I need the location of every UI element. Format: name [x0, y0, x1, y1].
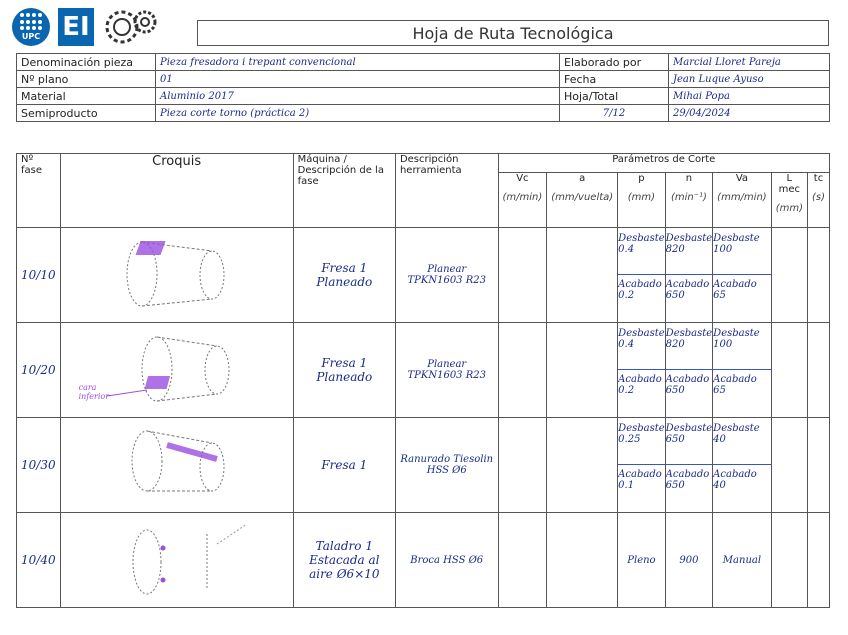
machine-description: Taladro 1 Estacada al aire Ø6×10	[293, 513, 395, 608]
p-cell: Pleno	[618, 513, 666, 608]
header-n: n (min⁻¹)	[665, 173, 713, 228]
header-a: a (mm/vuelta)	[547, 173, 618, 228]
value: 29/04/2024	[669, 105, 830, 122]
p-cell: Desbaste 0.25 Acabado 0.1	[618, 418, 666, 513]
label: Hoja/Total	[560, 88, 669, 105]
tool-description: Planear TPKN1603 R23	[395, 323, 498, 418]
header-croquis: Croquis	[60, 154, 293, 228]
value: Aluminio 2017	[156, 88, 560, 105]
label: Semiproducto	[17, 105, 156, 122]
label: Fecha	[560, 71, 669, 88]
vc-cell	[498, 323, 547, 418]
va-cell: Desbaste 40 Acabado 40	[713, 418, 772, 513]
a-cell	[547, 418, 618, 513]
va-cell: Manual	[713, 513, 772, 608]
tool-description: Broca HSS Ø6	[395, 513, 498, 608]
header-herramienta: Descripción herramienta	[395, 154, 498, 228]
lmec-cell	[771, 513, 807, 608]
value: Mihai Popa	[669, 88, 830, 105]
ei-logo: EI	[58, 8, 94, 46]
part-sketch-icon	[67, 419, 287, 509]
header-va: Va (mm/min)	[713, 173, 772, 228]
fase-number: 10/40	[17, 513, 61, 608]
vc-cell	[498, 228, 547, 323]
header-params: Parámetros de Corte	[498, 154, 830, 173]
tc-cell	[807, 228, 829, 323]
tool-description: Ranurado Tiesolin HSS Ø6	[395, 418, 498, 513]
info-row	[17, 71, 830, 88]
value: Pieza fresadora i trepant convencional	[156, 54, 560, 71]
gear-logo-icon	[102, 7, 162, 47]
part-sketch-icon	[67, 229, 287, 319]
sketch-note: cara inferior	[78, 383, 110, 401]
sketch	[60, 228, 293, 323]
tc-cell	[807, 323, 829, 418]
lmec-cell	[771, 228, 807, 323]
label: Nº plano	[17, 71, 156, 88]
va-cell: Desbaste 100 Acabado 65	[713, 228, 772, 323]
info-table	[16, 53, 830, 122]
header-p: p (mm)	[618, 173, 666, 228]
lmec-cell	[771, 323, 807, 418]
value: 7/12	[560, 105, 669, 122]
n-cell: Desbaste 820 Acabado 650	[665, 228, 713, 323]
vc-cell	[498, 418, 547, 513]
header-row	[17, 154, 830, 173]
upc-logo: UPC	[12, 8, 50, 46]
n-cell: Desbaste 820 Acabado 650	[665, 323, 713, 418]
n-cell: 900	[665, 513, 713, 608]
info-row	[17, 54, 830, 71]
label: Denominación pieza	[17, 54, 156, 71]
value: Jean Luque Ayuso	[669, 71, 830, 88]
label: Material	[17, 88, 156, 105]
a-cell	[547, 228, 618, 323]
value: Marcial Lloret Pareja	[669, 54, 830, 71]
value: Pieza corte torno (práctica 2)	[156, 105, 560, 122]
table-row	[17, 513, 830, 608]
tc-cell	[807, 513, 829, 608]
page-title: Hoja de Ruta Tecnológica	[197, 20, 829, 46]
label: Elaborado por	[560, 54, 669, 71]
a-cell	[547, 513, 618, 608]
va-cell: Desbaste 100 Acabado 65	[713, 323, 772, 418]
value: 01	[156, 71, 560, 88]
header-vc: Vc (m/min)	[498, 173, 547, 228]
lmec-cell	[771, 418, 807, 513]
info-row	[17, 88, 830, 105]
p-cell: Desbaste 0.4 Acabado 0.2	[618, 228, 666, 323]
fase-number: 10/10	[17, 228, 61, 323]
header-fase: Nº fase	[17, 154, 61, 228]
sketch	[60, 513, 293, 608]
route-table	[16, 153, 830, 608]
tool-description: Planear TPKN1603 R23	[395, 228, 498, 323]
machine-description: Fresa 1 Planeado	[293, 323, 395, 418]
sketch	[60, 323, 293, 418]
fase-number: 10/30	[17, 418, 61, 513]
a-cell	[547, 323, 618, 418]
fase-number: 10/20	[17, 323, 61, 418]
machine-description: Fresa 1 Planeado	[293, 228, 395, 323]
info-row	[17, 105, 830, 122]
sketch	[60, 418, 293, 513]
tc-cell	[807, 418, 829, 513]
logos	[12, 6, 162, 48]
part-sketch-icon	[67, 514, 287, 604]
header-lmec: L mec (mm)	[771, 173, 807, 228]
table-row	[17, 418, 830, 513]
machine-description: Fresa 1	[293, 418, 395, 513]
header-tc: tc (s)	[807, 173, 829, 228]
header-maquina: Máquina / Descripción de la fase	[293, 154, 395, 228]
p-cell: Desbaste 0.4 Acabado 0.2	[618, 323, 666, 418]
vc-cell	[498, 513, 547, 608]
table-row	[17, 323, 830, 418]
n-cell: Desbaste 650 Acabado 650	[665, 418, 713, 513]
table-row	[17, 228, 830, 323]
